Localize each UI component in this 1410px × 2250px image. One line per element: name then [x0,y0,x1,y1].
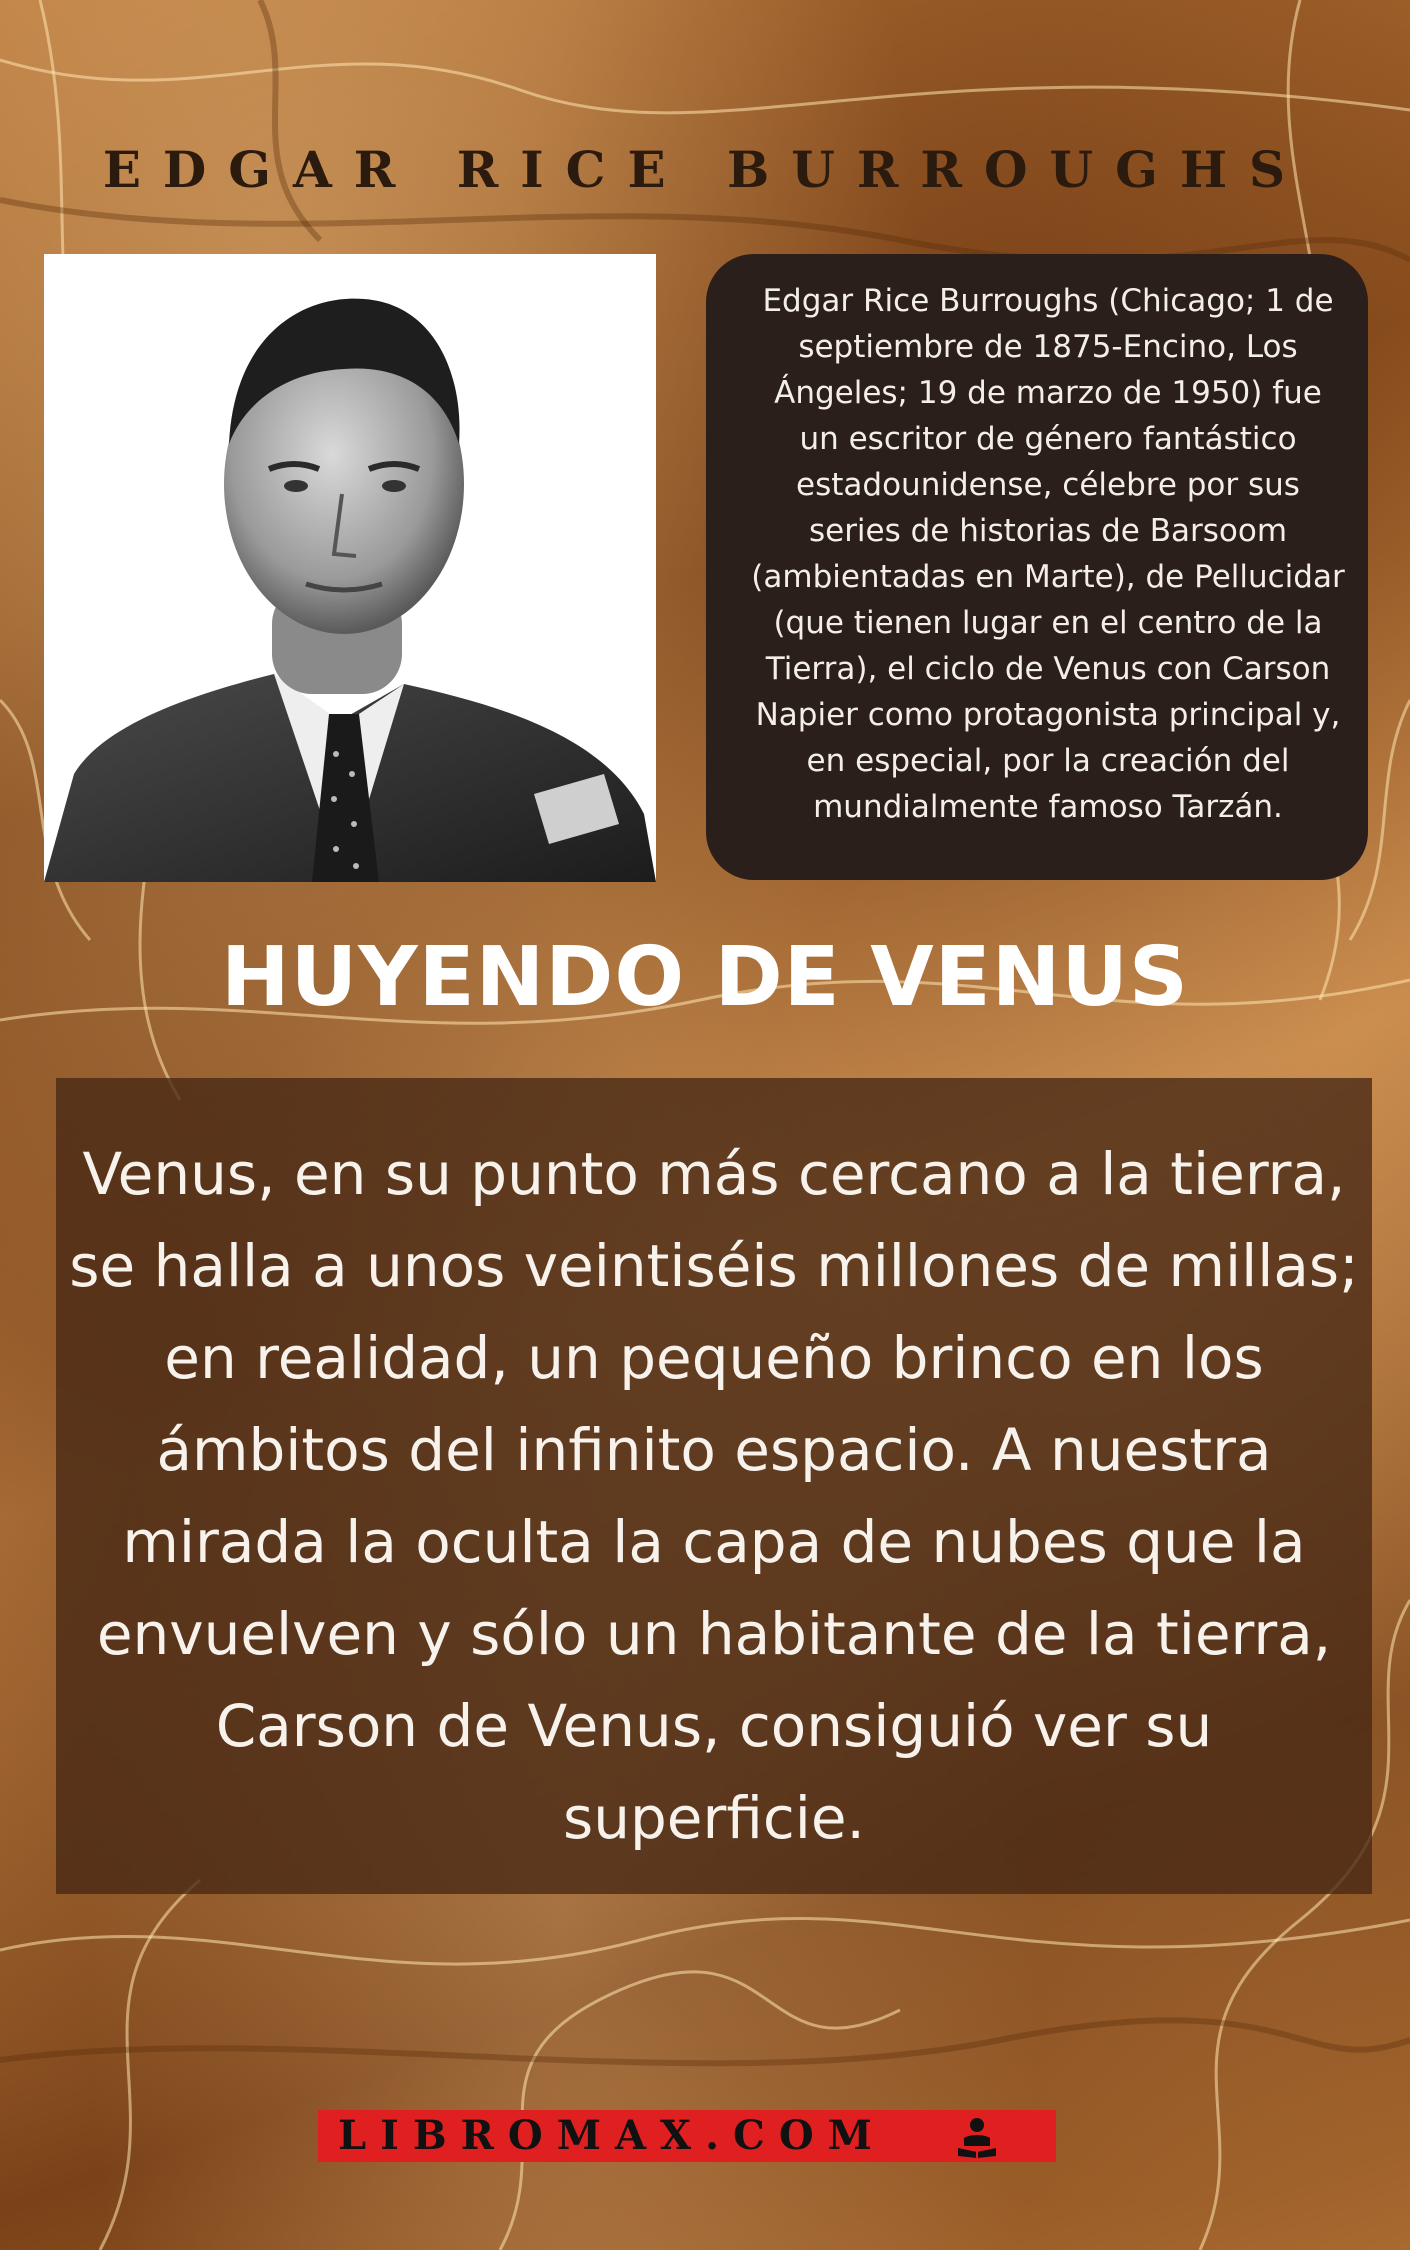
book-title: HUYENDO DE VENUS [221,930,1189,1025]
author-name: EDGAR RICE BURROUGHS [102,140,1308,199]
synopsis-text: Venus, en su punto más cercano a la tierra, se halla a unos veintiséis millones de millas; en realidad, un pequeño brinco en los ámbitos del infinito espacio. A nuestra mirada la oculta la capa de nubes que la envuelven y sólo un habitante de la tierra, Carson de Venus, consiguió ver su superficie. [69,1140,1359,1852]
author-bio-panel [706,254,1368,880]
publisher-site-link[interactable]: LIBROMAX.COM [338,2112,886,2159]
author-portrait-photo [44,254,656,882]
author-photo [44,254,656,882]
synopsis-panel [56,1078,1372,1894]
publisher-banner [318,2110,1056,2162]
reader-icon [956,2116,998,2158]
author-bio-text: Edgar Rice Burroughs (Chicago; 1 de septiembre de 1875-Encino, Los Ángeles; 19 de marzo de 1950) fue un escritor de género fantástico estadounidense, célebre por sus series de historias de Barsoom (ambientadas en Marte), de Pellucidar (que tienen lugar en el centro de la Tierra), el ciclo de Venus con Carson Napier como protagonista principal y, en especial, por la creación del mundialmente famoso Tarzán. [751,283,1345,825]
